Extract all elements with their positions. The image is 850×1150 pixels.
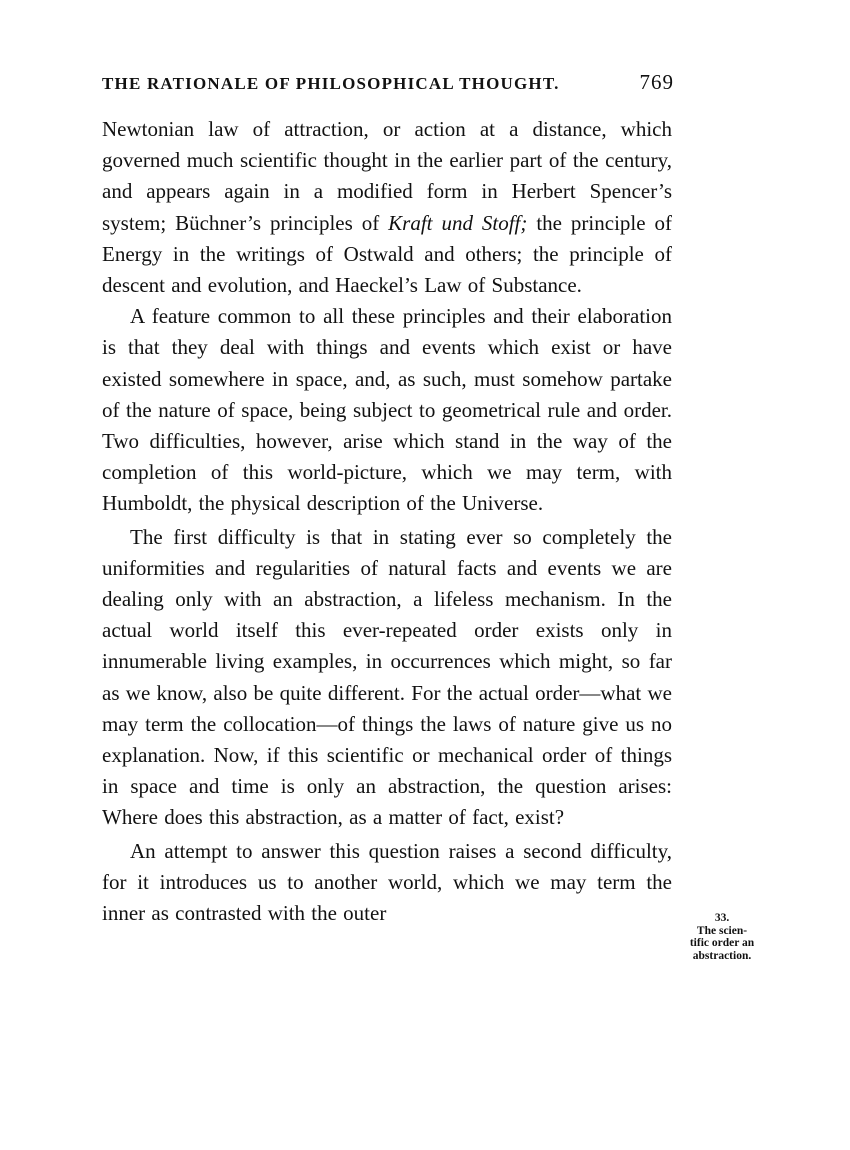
margin-note-line: tific order an	[689, 937, 755, 949]
italic-title-kraft-und-stoff: Kraft und Stoff;	[388, 210, 528, 235]
margin-note-line: The scien-	[696, 924, 748, 937]
margin-note-number: 33.	[714, 912, 730, 924]
running-title: THE RATIONALE OF PHILOSOPHICAL THOUGHT.	[102, 74, 560, 93]
paragraph-second-difficulty: An attempt to answer this question raises a second difficulty, for it introduces us to another world, which we may term the inner as contrasted with the outer	[102, 838, 672, 926]
paragraph-feature-common: A feature common to all these principles and their elaboration is that they deal with things and events which exist or have existed somewhere in space, and, as such, must somehow partake of the nature of space, being subject to geometrical rule and order. Two difficulties, however, arise which stand in the way of the completion of this world-picture, which we may term, with Humboldt, the physical description of the Universe.	[102, 304, 672, 516]
paragraph-text-before-italic: Newtonian law of attraction, or action at a distance, which governed much scientific thought in the earlier part of the century, and appears again in a modified form in Herbert Spencer’s system; Büchner’s principles of	[102, 117, 672, 235]
margin-note-line: abstraction.	[692, 949, 752, 962]
paragraph-continued	[102, 114, 672, 301]
running-header	[102, 70, 674, 100]
paragraph-first-difficulty: The first difficulty is that in stating ever so completely the uniformities and regularities of natural facts and events we are dealing only with an abstraction, a lifeless mechanism. In the actual world itself this ever-repeated order exists only in innumerable living examples, in occurrences which might, so far as we know, also be quite different. For the actual order—what we may term the collocation—of things the laws of nature give us no explanation. Now, if this scientific or mechanical order of things in space and time is only an abstraction, the question arises: Where does this abstraction, as a matter of fact, exist?	[102, 524, 672, 830]
paragraph-text-after-italic: the principle of Energy in the writings of Ostwald and others; the principle of descent and evolution, and Haeckel’s Law of Substance.	[102, 210, 672, 298]
body-text	[102, 114, 672, 929]
page-number: 769	[639, 70, 674, 94]
margin-note	[678, 912, 766, 962]
